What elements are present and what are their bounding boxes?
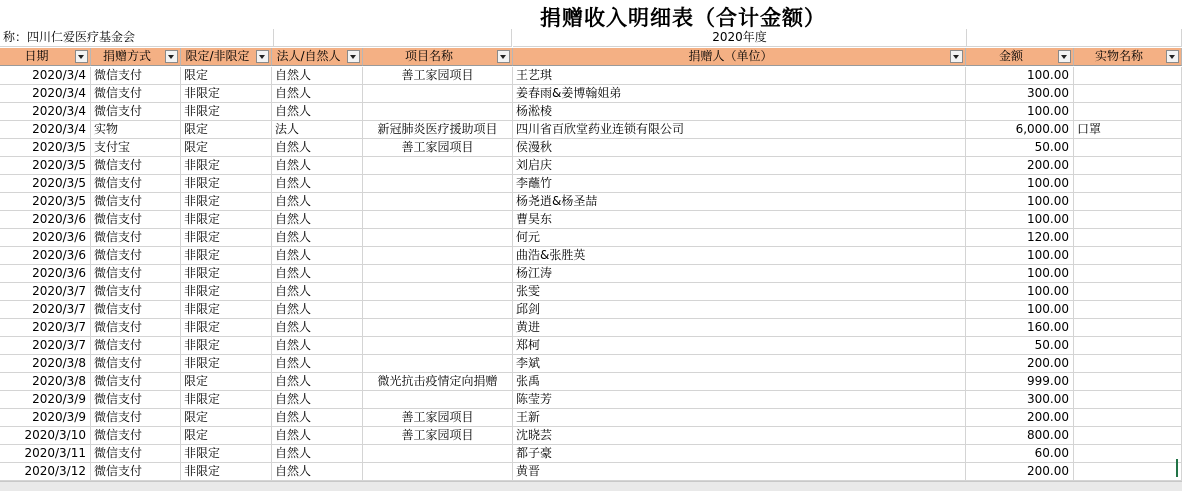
- filter-dropdown-icon[interactable]: [950, 50, 963, 63]
- cell-type[interactable]: 自然人: [272, 265, 363, 283]
- cell-method[interactable]: 微信支付: [91, 445, 181, 463]
- cell-amount[interactable]: 100.00: [966, 265, 1074, 283]
- cell-restrict[interactable]: 非限定: [181, 463, 272, 481]
- cell-type[interactable]: 自然人: [272, 85, 363, 103]
- cell-project[interactable]: [363, 283, 513, 301]
- header-date[interactable]: [0, 48, 91, 66]
- cell-donor[interactable]: 曹昊东: [513, 211, 966, 229]
- cell-date[interactable]: 2020/3/11: [0, 445, 91, 463]
- cell-donor[interactable]: 陈莹芳: [513, 391, 966, 409]
- filter-dropdown-icon[interactable]: [347, 50, 360, 63]
- cell-item[interactable]: [1074, 67, 1182, 85]
- cell-date[interactable]: 2020/3/7: [0, 319, 91, 337]
- cell-date[interactable]: 2020/3/6: [0, 265, 91, 283]
- cell-amount[interactable]: 160.00: [966, 319, 1074, 337]
- cell-project[interactable]: [363, 157, 513, 175]
- cell-restrict[interactable]: 非限定: [181, 265, 272, 283]
- cell-donor[interactable]: 四川省百欣堂药业连锁有限公司: [513, 121, 966, 139]
- filter-dropdown-icon[interactable]: [1166, 50, 1179, 63]
- cell-type[interactable]: 自然人: [272, 175, 363, 193]
- cell-restrict[interactable]: 非限定: [181, 337, 272, 355]
- cell-donor[interactable]: 曲浩&张胜英: [513, 247, 966, 265]
- header-row: [0, 48, 1182, 66]
- cell-amount[interactable]: 6,000.00: [966, 121, 1074, 139]
- table-row: [0, 427, 1182, 445]
- cell-project[interactable]: [363, 193, 513, 211]
- table-row: [0, 409, 1182, 427]
- cell-date[interactable]: 2020/3/6: [0, 211, 91, 229]
- cell-restrict[interactable]: 非限定: [181, 103, 272, 121]
- cell-amount[interactable]: 800.00: [966, 427, 1074, 445]
- empty-cell[interactable]: [273, 29, 512, 47]
- cell-item[interactable]: [1074, 409, 1182, 427]
- cell-item[interactable]: [1074, 157, 1182, 175]
- cell-method[interactable]: 微信支付: [91, 409, 181, 427]
- header-entity-type[interactable]: [272, 48, 363, 66]
- cell-type[interactable]: 自然人: [272, 319, 363, 337]
- cell-type[interactable]: 自然人: [272, 67, 363, 85]
- cell-type[interactable]: 法人: [272, 121, 363, 139]
- cell-donor[interactable]: 都子豪: [513, 445, 966, 463]
- cell-date[interactable]: 2020/3/5: [0, 139, 91, 157]
- cell-item[interactable]: [1074, 391, 1182, 409]
- cell-amount[interactable]: 120.00: [966, 229, 1074, 247]
- cell-amount[interactable]: 100.00: [966, 301, 1074, 319]
- table-row: [0, 247, 1182, 265]
- cell-date[interactable]: 2020/3/4: [0, 121, 91, 139]
- cell-amount[interactable]: 999.00: [966, 373, 1074, 391]
- cell-selection-marker: [1176, 459, 1182, 477]
- cell-project[interactable]: [363, 355, 513, 373]
- cell-restrict[interactable]: 非限定: [181, 391, 272, 409]
- cell-donor[interactable]: 杨江涛: [513, 265, 966, 283]
- table-row: [0, 229, 1182, 247]
- cell-amount[interactable]: 100.00: [966, 175, 1074, 193]
- cell-amount[interactable]: 100.00: [966, 103, 1074, 121]
- cell-donor[interactable]: 何元: [513, 229, 966, 247]
- cell-project[interactable]: [363, 85, 513, 103]
- cell-method[interactable]: 实物: [91, 121, 181, 139]
- cell-amount[interactable]: 200.00: [966, 157, 1074, 175]
- cell-amount[interactable]: 200.00: [966, 355, 1074, 373]
- cell-project[interactable]: [363, 103, 513, 121]
- cell-restrict[interactable]: 非限定: [181, 229, 272, 247]
- cell-date[interactable]: 2020/3/9: [0, 391, 91, 409]
- cell-project[interactable]: [363, 337, 513, 355]
- cell-restrict[interactable]: 限定: [181, 373, 272, 391]
- cell-method[interactable]: 微信支付: [91, 175, 181, 193]
- cell-donor[interactable]: 黄进: [513, 319, 966, 337]
- cell-restrict[interactable]: 限定: [181, 139, 272, 157]
- header-date-label: 日期: [24, 49, 49, 63]
- cell-date[interactable]: 2020/3/7: [0, 301, 91, 319]
- table-row: [0, 283, 1182, 301]
- cell-donor[interactable]: 李蘸竹: [513, 175, 966, 193]
- cell-item[interactable]: [1074, 211, 1182, 229]
- cell-item[interactable]: [1074, 463, 1182, 481]
- cell-method[interactable]: 微信支付: [91, 337, 181, 355]
- cell-donor[interactable]: 张禹: [513, 373, 966, 391]
- cell-method[interactable]: 微信支付: [91, 319, 181, 337]
- cell-method[interactable]: 微信支付: [91, 373, 181, 391]
- cell-item[interactable]: [1074, 139, 1182, 157]
- cell-method[interactable]: 微信支付: [91, 103, 181, 121]
- cell-type[interactable]: 自然人: [272, 283, 363, 301]
- cell-donor[interactable]: 李斌: [513, 355, 966, 373]
- cell-type[interactable]: 自然人: [272, 247, 363, 265]
- cell-method[interactable]: 微信支付: [91, 247, 181, 265]
- cell-amount[interactable]: 300.00: [966, 85, 1074, 103]
- table-row: [0, 103, 1182, 121]
- cell-item[interactable]: [1074, 319, 1182, 337]
- filter-dropdown-icon[interactable]: [75, 50, 88, 63]
- cell-donor[interactable]: 杨淞棱: [513, 103, 966, 121]
- cell-project[interactable]: [363, 463, 513, 481]
- table-row: [0, 463, 1182, 481]
- header-donor[interactable]: [513, 48, 966, 66]
- cell-restrict[interactable]: 非限定: [181, 283, 272, 301]
- cell-item[interactable]: [1074, 265, 1182, 283]
- cell-date[interactable]: 2020/3/5: [0, 193, 91, 211]
- cell-project[interactable]: [363, 391, 513, 409]
- cell-type[interactable]: 自然人: [272, 391, 363, 409]
- cell-project[interactable]: 善工家园项目: [363, 139, 513, 157]
- table-row: [0, 445, 1182, 463]
- cell-restrict[interactable]: 非限定: [181, 445, 272, 463]
- header-item-name[interactable]: [1074, 48, 1182, 66]
- cell-method[interactable]: 微信支付: [91, 427, 181, 445]
- cell-amount[interactable]: 100.00: [966, 67, 1074, 85]
- cell-restrict[interactable]: 非限定: [181, 355, 272, 373]
- cell-type[interactable]: 自然人: [272, 409, 363, 427]
- cell-item[interactable]: [1074, 193, 1182, 211]
- header-amount-label: 金额: [998, 49, 1023, 63]
- cell-project[interactable]: [363, 247, 513, 265]
- cell-type[interactable]: 自然人: [272, 157, 363, 175]
- table-row: [0, 391, 1182, 409]
- cell-item[interactable]: [1074, 247, 1182, 265]
- header-project-label: 项目名称: [404, 49, 453, 63]
- cell-item[interactable]: [1074, 85, 1182, 103]
- cell-item[interactable]: [1074, 229, 1182, 247]
- cell-method[interactable]: 微信支付: [91, 391, 181, 409]
- cell-amount[interactable]: 300.00: [966, 391, 1074, 409]
- cell-donor[interactable]: 黄晋: [513, 463, 966, 481]
- cell-date[interactable]: 2020/3/12: [0, 463, 91, 481]
- cell-item[interactable]: [1074, 445, 1182, 463]
- cell-donor[interactable]: 刘启庆: [513, 157, 966, 175]
- empty-cell[interactable]: [967, 29, 1182, 47]
- cell-method[interactable]: 微信支付: [91, 85, 181, 103]
- cell-item[interactable]: [1074, 103, 1182, 121]
- cell-restrict[interactable]: 非限定: [181, 85, 272, 103]
- cell-type[interactable]: 自然人: [272, 229, 363, 247]
- cell-method[interactable]: 支付宝: [91, 139, 181, 157]
- header-method[interactable]: [91, 48, 181, 66]
- info-row: [0, 29, 1182, 47]
- cell-date[interactable]: 2020/3/9: [0, 409, 91, 427]
- cell-restrict[interactable]: 非限定: [181, 157, 272, 175]
- cell-project[interactable]: 善工家园项目: [363, 409, 513, 427]
- cell-project[interactable]: [363, 265, 513, 283]
- cell-amount[interactable]: 200.00: [966, 463, 1074, 481]
- cell-type[interactable]: 自然人: [272, 337, 363, 355]
- cell-date[interactable]: 2020/3/8: [0, 373, 91, 391]
- cell-type[interactable]: 自然人: [272, 355, 363, 373]
- cell-restrict[interactable]: 非限定: [181, 247, 272, 265]
- cell-method[interactable]: 微信支付: [91, 265, 181, 283]
- cell-donor[interactable]: 杨尧逍&杨圣喆: [513, 193, 966, 211]
- filter-dropdown-icon[interactable]: [165, 50, 178, 63]
- cell-type[interactable]: 自然人: [272, 193, 363, 211]
- cell-restrict[interactable]: 非限定: [181, 319, 272, 337]
- cell-method[interactable]: 微信支付: [91, 283, 181, 301]
- cell-restrict[interactable]: 非限定: [181, 301, 272, 319]
- cell-project[interactable]: 新冠肺炎医疗援助项目: [363, 121, 513, 139]
- cell-amount[interactable]: 100.00: [966, 247, 1074, 265]
- cell-project[interactable]: [363, 445, 513, 463]
- table-row: [0, 337, 1182, 355]
- table-row: [0, 301, 1182, 319]
- cell-project[interactable]: [363, 211, 513, 229]
- cell-donor[interactable]: 姜春雨&姜博翰姐弟: [513, 85, 966, 103]
- cell-date[interactable]: 2020/3/7: [0, 283, 91, 301]
- cell-restrict[interactable]: 限定: [181, 67, 272, 85]
- year-cell[interactable]: 2020年度: [513, 29, 967, 47]
- cell-donor[interactable]: 邱剑: [513, 301, 966, 319]
- cell-restrict[interactable]: 限定: [181, 427, 272, 445]
- cell-item[interactable]: [1074, 337, 1182, 355]
- cell-date[interactable]: 2020/3/4: [0, 67, 91, 85]
- cell-donor[interactable]: 张雯: [513, 283, 966, 301]
- header-project[interactable]: [363, 48, 513, 66]
- table-row: [0, 175, 1182, 193]
- cell-item[interactable]: [1074, 283, 1182, 301]
- cell-item[interactable]: [1074, 175, 1182, 193]
- table-row: [0, 67, 1182, 85]
- cell-method[interactable]: 微信支付: [91, 211, 181, 229]
- cell-project[interactable]: 微光抗击疫情定向捐赠: [363, 373, 513, 391]
- cell-method[interactable]: 微信支付: [91, 355, 181, 373]
- cell-project[interactable]: [363, 301, 513, 319]
- cell-restrict[interactable]: 限定: [181, 409, 272, 427]
- cell-donor[interactable]: 郑柯: [513, 337, 966, 355]
- filter-dropdown-icon[interactable]: [1058, 50, 1071, 63]
- cell-date[interactable]: 2020/3/4: [0, 85, 91, 103]
- cell-restrict[interactable]: 非限定: [181, 193, 272, 211]
- table-row: [0, 85, 1182, 103]
- table-row: [0, 139, 1182, 157]
- cell-amount[interactable]: 60.00: [966, 445, 1074, 463]
- header-entity-type-label: 法人/自然人: [276, 49, 341, 63]
- cell-restrict[interactable]: 非限定: [181, 175, 272, 193]
- org-name-cell[interactable]: 称：四川仁爱医疗基金会: [0, 29, 274, 47]
- cell-type[interactable]: 自然人: [272, 211, 363, 229]
- cell-method[interactable]: 微信支付: [91, 157, 181, 175]
- table-row: [0, 157, 1182, 175]
- table-row: [0, 211, 1182, 229]
- cell-item[interactable]: [1074, 355, 1182, 373]
- header-restriction[interactable]: [181, 48, 272, 66]
- header-amount[interactable]: [966, 48, 1074, 66]
- table-row: [0, 373, 1182, 391]
- header-restriction-label: 限定/非限定: [185, 49, 250, 63]
- table-row: [0, 265, 1182, 283]
- cell-date[interactable]: 2020/3/5: [0, 157, 91, 175]
- cell-item[interactable]: [1074, 427, 1182, 445]
- table-row: [0, 355, 1182, 373]
- cell-donor[interactable]: 王艺琪: [513, 67, 966, 85]
- cell-item[interactable]: 口罩: [1074, 121, 1182, 139]
- header-donor-label: 捐赠人（单位）: [688, 49, 773, 63]
- cell-date[interactable]: 2020/3/10: [0, 427, 91, 445]
- cell-project[interactable]: [363, 319, 513, 337]
- cell-restrict[interactable]: 限定: [181, 121, 272, 139]
- cell-amount[interactable]: 100.00: [966, 211, 1074, 229]
- cell-date[interactable]: 2020/3/5: [0, 175, 91, 193]
- cell-date[interactable]: 2020/3/6: [0, 247, 91, 265]
- cell-type[interactable]: 自然人: [272, 373, 363, 391]
- cell-donor[interactable]: 王新: [513, 409, 966, 427]
- cell-type[interactable]: 自然人: [272, 463, 363, 481]
- cell-type[interactable]: 自然人: [272, 445, 363, 463]
- cell-type[interactable]: 自然人: [272, 301, 363, 319]
- cell-project[interactable]: [363, 175, 513, 193]
- cell-date[interactable]: 2020/3/6: [0, 229, 91, 247]
- cell-amount[interactable]: 50.00: [966, 139, 1074, 157]
- header-method-label: 捐赠方式: [102, 49, 151, 63]
- cell-amount[interactable]: 100.00: [966, 283, 1074, 301]
- cell-date[interactable]: 2020/3/4: [0, 103, 91, 121]
- table-row: [0, 319, 1182, 337]
- table-row: [0, 193, 1182, 211]
- cell-restrict[interactable]: 非限定: [181, 211, 272, 229]
- cell-method[interactable]: 微信支付: [91, 229, 181, 247]
- cell-date[interactable]: 2020/3/8: [0, 355, 91, 373]
- sheet-title: 捐赠收入明细表（合计金额）: [540, 5, 826, 30]
- cell-type[interactable]: 自然人: [272, 103, 363, 121]
- cell-type[interactable]: 自然人: [272, 427, 363, 445]
- table-row: [0, 121, 1182, 139]
- cell-project[interactable]: 善工家园项目: [363, 67, 513, 85]
- cell-amount[interactable]: 100.00: [966, 193, 1074, 211]
- cell-donor[interactable]: 沈晓芸: [513, 427, 966, 445]
- cell-method[interactable]: 微信支付: [91, 463, 181, 481]
- cell-project[interactable]: 善工家园项目: [363, 427, 513, 445]
- filter-dropdown-icon[interactable]: [256, 50, 269, 63]
- cell-method[interactable]: 微信支付: [91, 301, 181, 319]
- cell-type[interactable]: 自然人: [272, 139, 363, 157]
- filter-dropdown-icon[interactable]: [497, 50, 510, 63]
- cell-amount[interactable]: 50.00: [966, 337, 1074, 355]
- cell-donor[interactable]: 侯漫秋: [513, 139, 966, 157]
- cell-method[interactable]: 微信支付: [91, 193, 181, 211]
- cell-item[interactable]: [1074, 301, 1182, 319]
- cell-amount[interactable]: 200.00: [966, 409, 1074, 427]
- header-item-name-label: 实物名称: [1094, 49, 1143, 63]
- cell-project[interactable]: [363, 229, 513, 247]
- cell-method[interactable]: 微信支付: [91, 67, 181, 85]
- cell-date[interactable]: 2020/3/7: [0, 337, 91, 355]
- cell-item[interactable]: [1074, 373, 1182, 391]
